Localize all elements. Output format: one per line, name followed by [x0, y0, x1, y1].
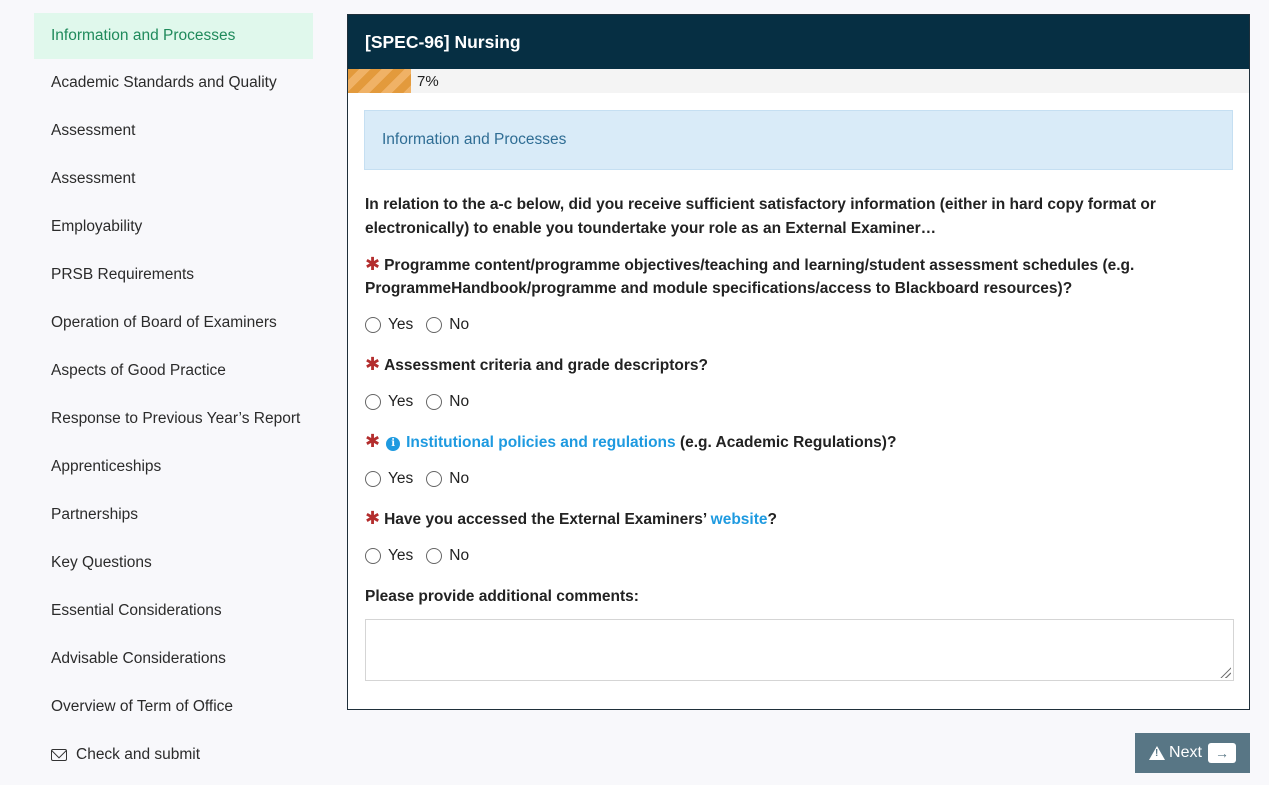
radio-label: No [449, 316, 470, 333]
radio-no[interactable] [426, 547, 469, 565]
section-title-box [364, 110, 1233, 170]
radio-group [365, 544, 1235, 568]
question-label: (e.g. Academic Regulations)? [675, 434, 897, 451]
radio-group [365, 467, 1235, 491]
radio-yes[interactable] [365, 470, 413, 488]
sidebar-item-prsb-requirements[interactable] [34, 251, 313, 299]
radio-circle-icon[interactable] [365, 317, 381, 333]
sidebar-item-assessment-2[interactable] [34, 155, 313, 203]
question-block [365, 430, 1235, 491]
sidebar-item-partnerships[interactable] [34, 491, 313, 539]
form-card [347, 14, 1250, 710]
comments-label: Please provide additional comments: [365, 588, 639, 605]
card-header [348, 15, 1249, 69]
required-icon: ✱ [365, 254, 381, 274]
radio-no[interactable] [426, 316, 469, 334]
radio-yes[interactable] [365, 316, 413, 334]
section-title: Information and Processes [382, 131, 567, 148]
question-text [365, 353, 1235, 377]
sidebar-item-essential-considerations[interactable] [34, 587, 313, 635]
info-icon[interactable]: i [386, 437, 400, 451]
radio-circle-icon[interactable] [426, 394, 442, 410]
radio-circle-icon[interactable] [426, 317, 442, 333]
radio-circle-icon[interactable] [365, 548, 381, 564]
radio-circle-icon[interactable] [426, 548, 442, 564]
sidebar-nav [34, 13, 313, 779]
sidebar-item-key-questions[interactable] [34, 539, 313, 587]
radio-yes[interactable] [365, 547, 413, 565]
radio-label: No [449, 547, 470, 564]
radio-no[interactable] [426, 393, 469, 411]
sidebar-item-operation-of-board[interactable] [34, 299, 313, 347]
sidebar-item-label: Employability [51, 218, 143, 235]
sidebar-item-label: Assessment [51, 170, 136, 187]
required-icon: ✱ [365, 431, 381, 451]
website-link[interactable]: website [710, 511, 768, 528]
sidebar-item-employability[interactable] [34, 203, 313, 251]
question-label: Have you accessed the External Examiners’ [384, 511, 711, 528]
sidebar-item-previous-report[interactable] [34, 395, 313, 443]
arrow-right-icon: → [1208, 743, 1236, 763]
envelope-icon [51, 749, 67, 761]
sidebar-item-label: Essential Considerations [51, 602, 222, 619]
question-block [365, 353, 1235, 414]
sidebar-item-label: Apprenticeships [51, 458, 162, 475]
question-label: Programme content/programme objectives/teaching and learning/student assessment schedules (e.g. ProgrammeHandbook/programme and module specifications/access to Blackboard resources)? [365, 257, 1135, 297]
sidebar-item-term-of-office[interactable] [34, 683, 313, 731]
sidebar-item-check-and-submit[interactable] [34, 731, 313, 779]
progress-label: 7% [417, 73, 439, 90]
resize-handle-icon[interactable] [1219, 666, 1231, 678]
radio-group [365, 390, 1235, 414]
sidebar-item-good-practice[interactable] [34, 347, 313, 395]
sidebar-item-label: Check and submit [76, 746, 201, 763]
progress-fill [348, 69, 411, 93]
sidebar-item-label: Aspects of Good Practice [51, 362, 226, 379]
sidebar-item-advisable-considerations[interactable] [34, 635, 313, 683]
sidebar-item-label: Assessment [51, 122, 136, 139]
sidebar-item-apprenticeships[interactable] [34, 443, 313, 491]
warning-icon: ! [1149, 746, 1165, 760]
policies-link[interactable]: Institutional policies and regulations [406, 434, 676, 451]
required-icon: ✱ [365, 508, 381, 528]
question-label: ? [767, 511, 777, 528]
radio-circle-icon[interactable] [365, 394, 381, 410]
next-button[interactable] [1135, 733, 1250, 773]
question-block [365, 253, 1235, 337]
question-text [365, 253, 1235, 300]
progress-bar [348, 69, 1249, 93]
radio-circle-icon[interactable] [365, 471, 381, 487]
sidebar-item-assessment[interactable] [34, 107, 313, 155]
required-icon: ✱ [365, 354, 381, 374]
comments-textarea[interactable] [365, 619, 1234, 681]
form-content [365, 193, 1235, 681]
sidebar-item-label: Partnerships [51, 506, 139, 523]
sidebar-item-academic-standards[interactable] [34, 59, 313, 107]
sidebar-item-information-and-processes[interactable] [34, 13, 313, 59]
radio-label: Yes [388, 316, 414, 333]
radio-label: Yes [388, 393, 414, 410]
sidebar-item-label: Academic Standards and Quality [51, 74, 277, 91]
sidebar-item-label: Information and Processes [51, 27, 236, 44]
question-block [365, 507, 1235, 568]
question-text [365, 507, 1235, 531]
radio-label: Yes [388, 470, 414, 487]
next-label: Next [1169, 744, 1202, 761]
radio-circle-icon[interactable] [426, 471, 442, 487]
question-text [365, 430, 1235, 454]
sidebar-item-label: Key Questions [51, 554, 152, 571]
radio-yes[interactable] [365, 393, 413, 411]
sidebar-item-label: Response to Previous Year’s Report [51, 410, 301, 427]
radio-label: No [449, 393, 470, 410]
sidebar-item-label: PRSB Requirements [51, 266, 195, 283]
sidebar-item-label: Overview of Term of Office [51, 698, 234, 715]
question-label: Assessment criteria and grade descriptors? [384, 357, 708, 374]
page-title: [SPEC-96] Nursing [365, 31, 521, 52]
radio-label: Yes [388, 547, 414, 564]
radio-label: No [449, 470, 470, 487]
radio-no[interactable] [426, 470, 469, 488]
radio-group [365, 313, 1235, 337]
sidebar-item-label: Advisable Considerations [51, 650, 226, 667]
sidebar-item-label: Operation of Board of Examiners [51, 314, 277, 331]
intro-text: In relation to the a-c below, did you receive sufficient satisfactory information (either in hard copy format or electronically) to enable you toundertake your role as an External Examiner… [365, 196, 1156, 237]
